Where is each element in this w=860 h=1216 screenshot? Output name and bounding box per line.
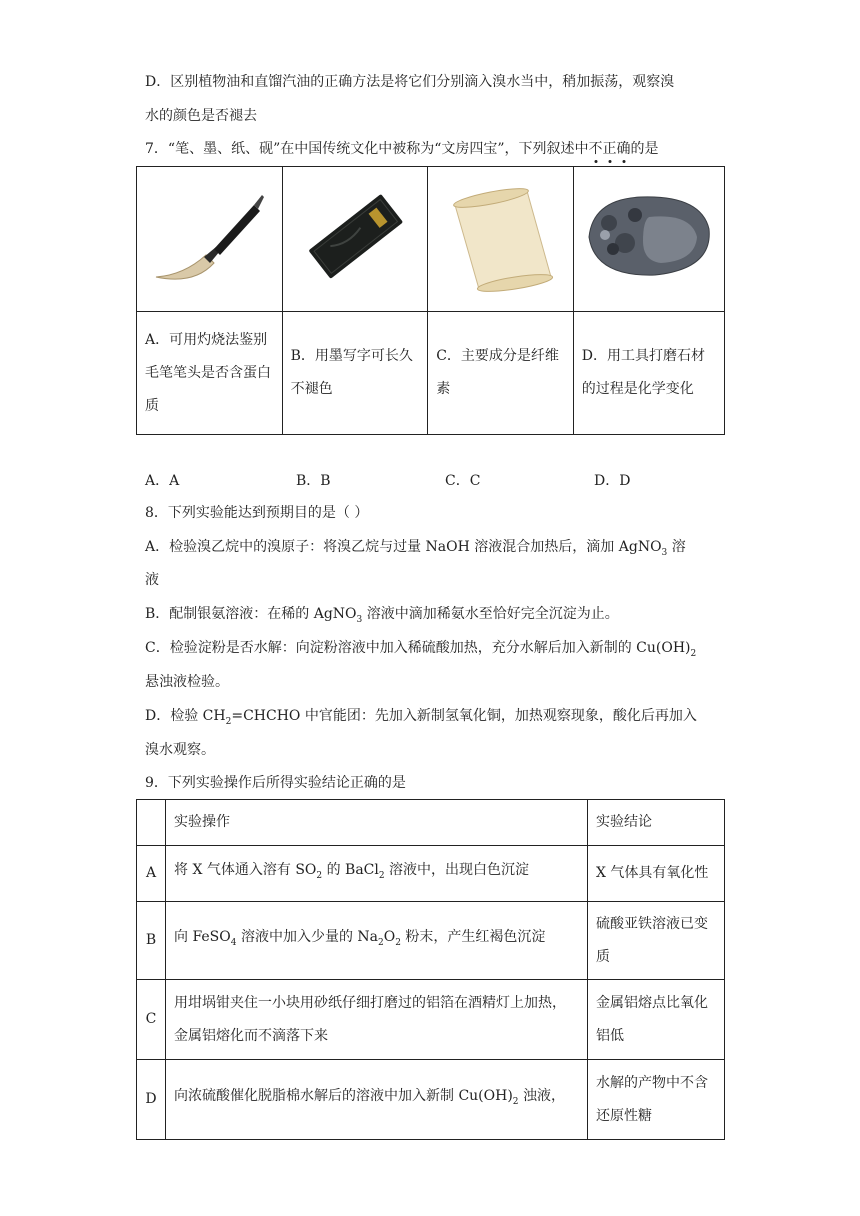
q7-option-d: D．用工具打磨石材的过程是化学变化 xyxy=(573,312,724,435)
q9-row-b-operation: 向 FeSO$_4$ 溶液中加入少量的 $Na_2O_2$ 粉末，产生红褐色沉淀 xyxy=(166,902,588,980)
q9-header-operation: 实验操作 xyxy=(166,800,588,846)
q8-stem: 8．下列实验能达到预期目的是（ ） xyxy=(145,505,369,521)
q9-row-a-operation: 将 X 气体通入溶有 $SO_2$ 的 BaCl$_2$ 溶液中，出现白色沉淀 xyxy=(166,846,588,902)
q7-stem-prefix: 7．“笔、墨、纸、砚”在中国传统文化中被称为“文房四宝”，下列叙述中 xyxy=(145,141,589,157)
brush-image-cell xyxy=(137,167,283,312)
q9-row-c-label: C xyxy=(137,980,166,1060)
q7-table xyxy=(136,166,725,435)
q9-header-conclusion: 实验结论 xyxy=(588,800,725,846)
q9-row-a-conclusion: X 气体具有氧化性 xyxy=(588,846,725,902)
q7-choice-a: A．A xyxy=(145,473,180,489)
q6-option-d-line2: 水的颜色是否褪去 xyxy=(145,108,257,124)
q8-option-a-line2: 液 xyxy=(145,572,159,588)
q8-option-c-line1: C．检验淀粉是否水解：向淀粉溶液中加入稀硫酸加热，充分水解后加入新制的 $Cu(OH)_2$ xyxy=(145,640,697,659)
q7-option-b: B．用墨写字可长久不褪色 xyxy=(282,312,428,435)
q9-row-d-label: D xyxy=(137,1060,166,1140)
q6-option-d-line1: D．区别植物油和直馏汽油的正确方法是将它们分别滴入溴水当中，稍加振荡，观察溴 xyxy=(145,74,675,90)
q7-choice-c: C．C xyxy=(445,473,481,489)
q7-stem xyxy=(145,139,659,159)
q9-row-c-conclusion: 金属铝熔点比氧化铝低 xyxy=(588,980,725,1060)
writing-brush-image xyxy=(144,177,274,297)
q7-option-c: C．主要成分是纤维素 xyxy=(428,312,574,435)
q8-option-d-line2: 溴水观察。 xyxy=(145,742,215,758)
q7-stem-emph-2: 正 xyxy=(603,141,617,157)
q7-stem-emph-1: 不 xyxy=(589,141,603,157)
q9-row-d-operation: 向浓硫酸催化脱脂棉水解后的溶液中加入新制 $Cu(OH)_2$ 浊液， xyxy=(166,1060,588,1140)
inkstone-image xyxy=(579,177,719,297)
q9-row-b-conclusion: 硫酸亚铁溶液已变质 xyxy=(588,902,725,980)
ink-stick-image xyxy=(290,177,420,297)
q8-option-a-line1: A．检验溴乙烷中的溴原子：将溴乙烷与过量 NaOH 溶液混合加热后，滴加 AgNO$_3$ 溶 xyxy=(145,539,686,558)
q9-row-d-conclusion: 水解的产物中不含还原性糖 xyxy=(588,1060,725,1140)
q8-option-d-line1: D．检验 $CH_2=CHCHO$ 中官能团：先加入新制氢氧化铜，加热观察现象，酸化后再加入 xyxy=(145,708,697,727)
q7-stem-suffix: 的是 xyxy=(630,141,659,157)
paper-scroll-image xyxy=(435,177,565,297)
q9-row-a-label: A xyxy=(137,846,166,902)
inkstick-image-cell xyxy=(282,167,428,312)
q7-option-a: A．可用灼烧法鉴别毛笔笔头是否含蛋白质 xyxy=(137,312,283,435)
q7-choice-d: D．D xyxy=(594,473,631,489)
q9-header-blank xyxy=(137,800,166,846)
paper-image-cell xyxy=(428,167,574,312)
q8-option-c-line2: 悬浊液检验。 xyxy=(145,674,229,690)
q7-choice-b: B．B xyxy=(296,473,331,489)
inkstone-image-cell xyxy=(573,167,724,312)
q8-option-b: B．配制银氨溶液：在稀的 AgNO$_3$ 溶液中滴加稀氨水至恰好完全沉淀为止。 xyxy=(145,606,619,625)
q9-stem: 9．下列实验操作后所得实验结论正确的是 xyxy=(145,775,406,791)
q9-row-b-label: B xyxy=(137,902,166,980)
q9-table xyxy=(136,799,725,1140)
q9-row-c-operation: 用坩埚钳夹住一小块用砂纸仔细打磨过的铝箔在酒精灯上加热，金属铝熔化而不滴落下来 xyxy=(166,980,588,1060)
q7-stem-emph-3: 确 xyxy=(617,141,631,157)
